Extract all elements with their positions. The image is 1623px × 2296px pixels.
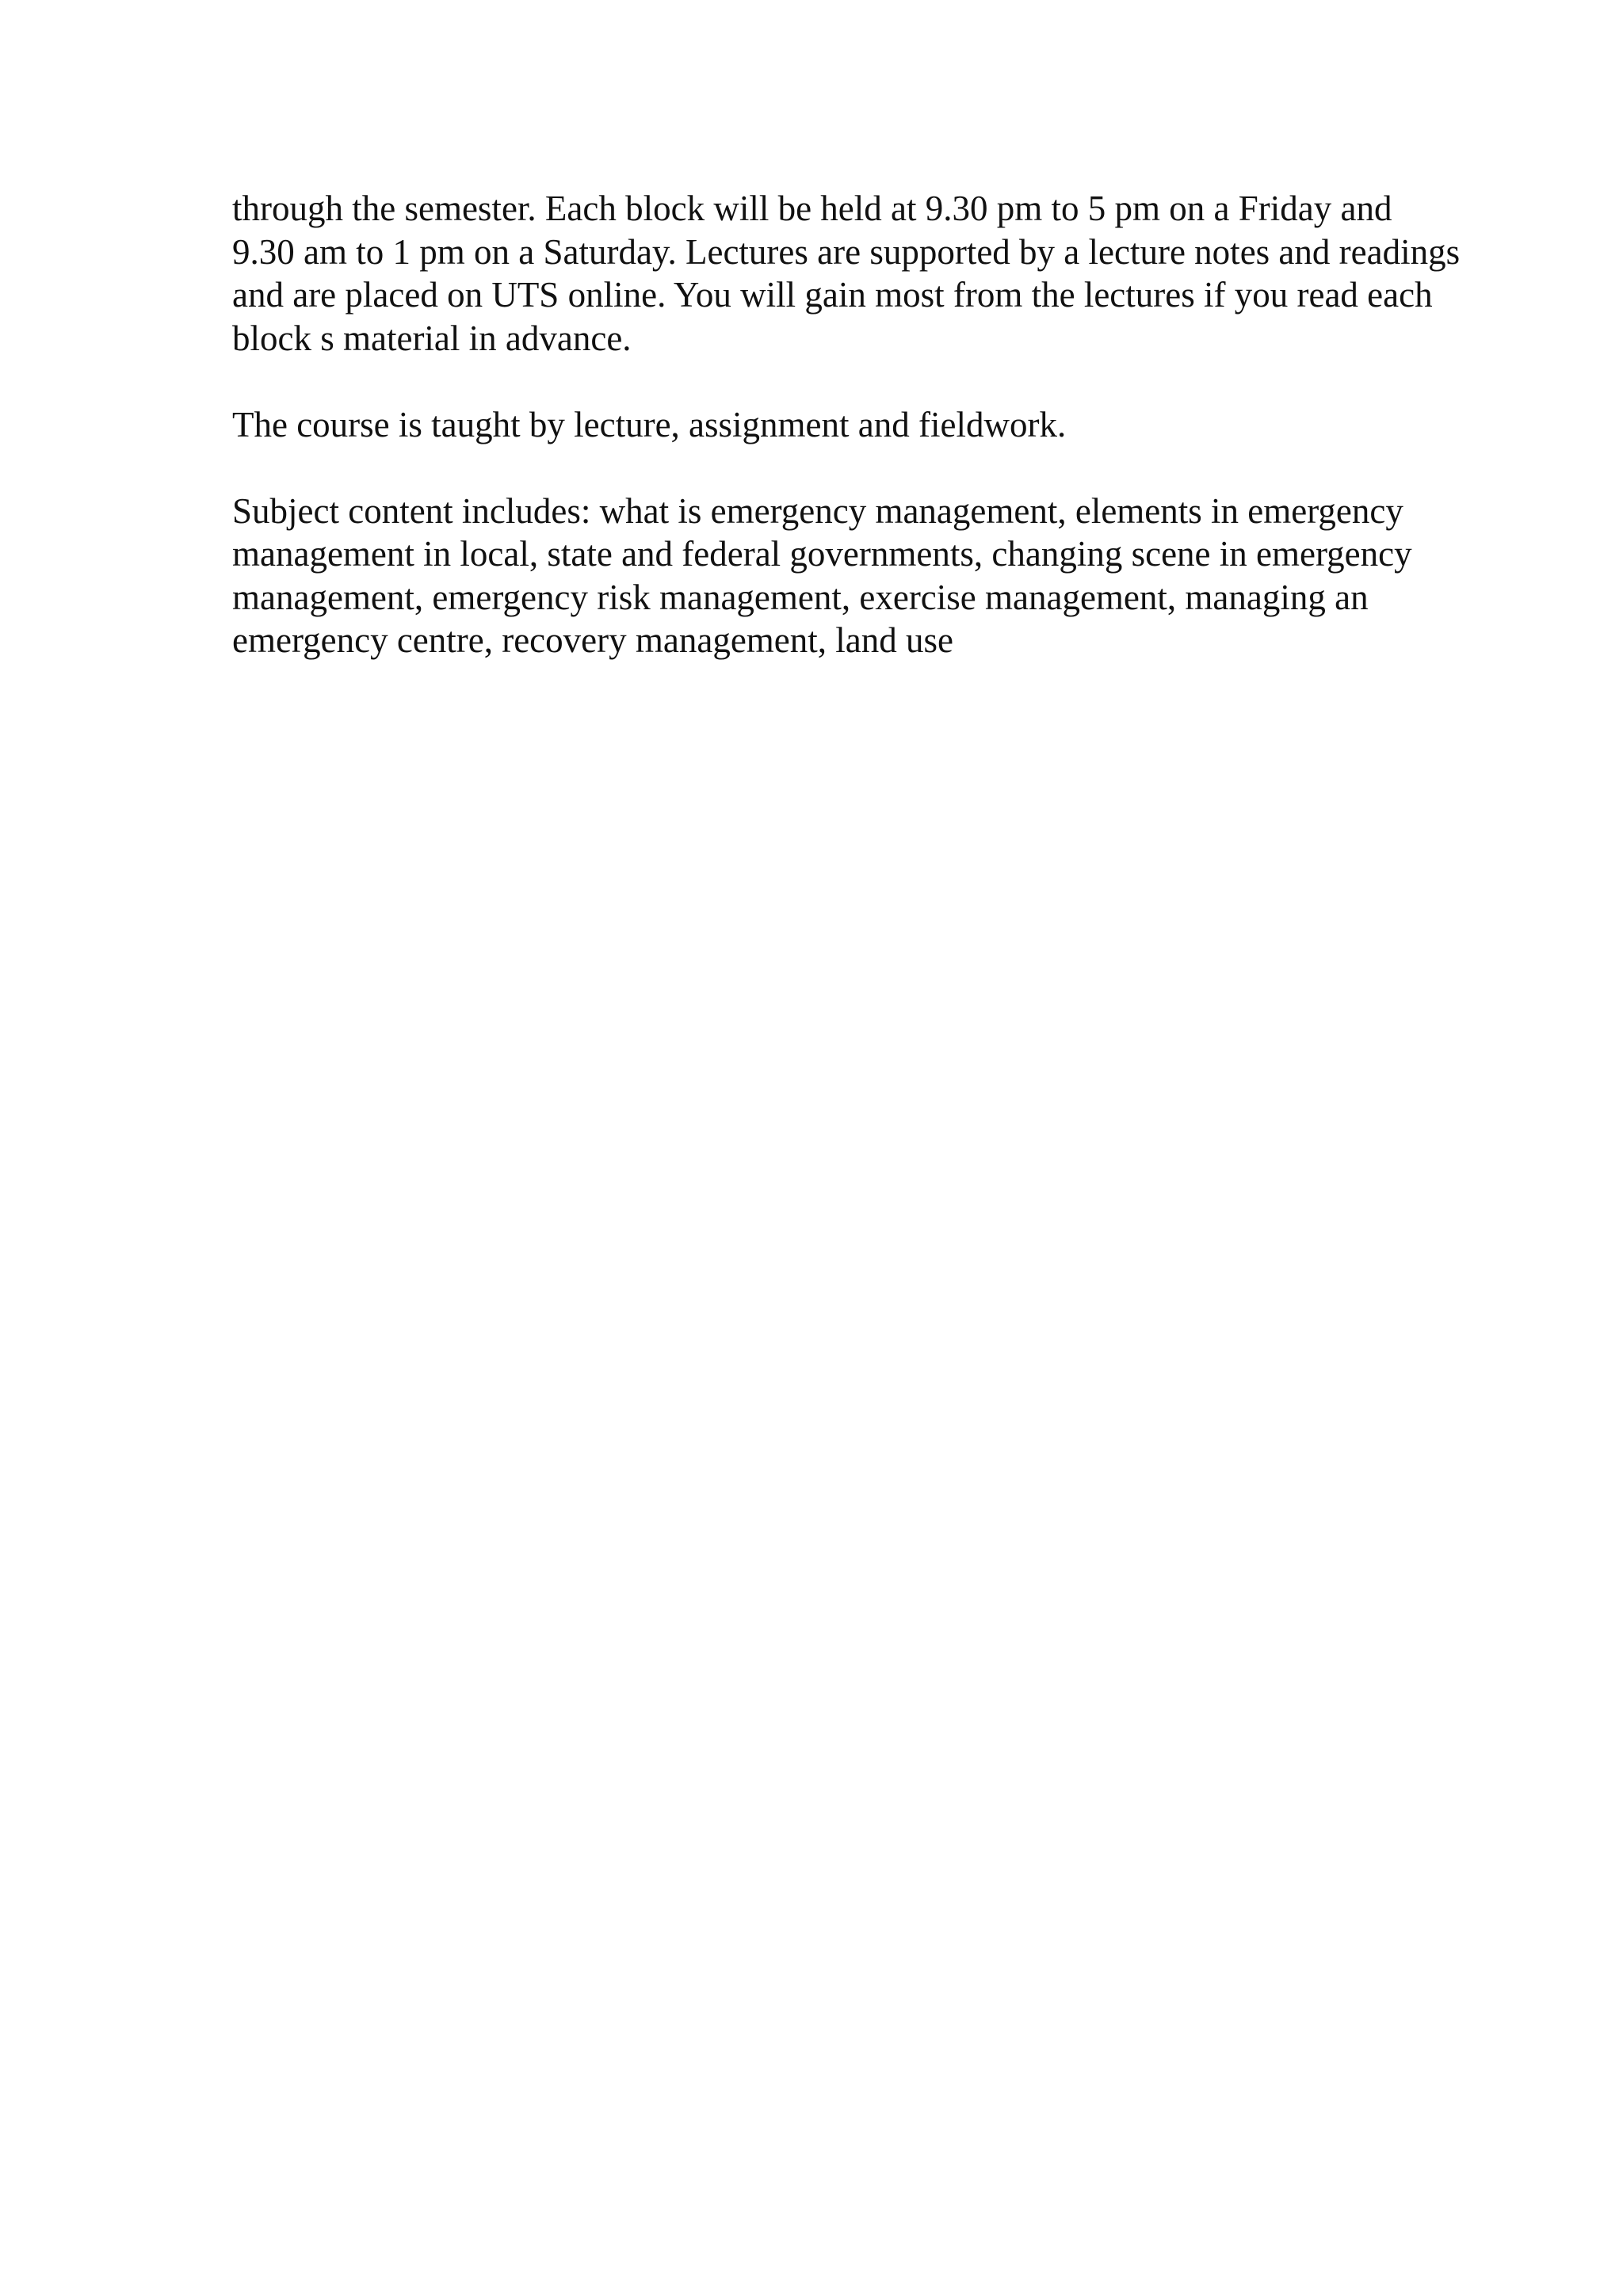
paragraph-subject-content — [232, 490, 1611, 662]
text-line: management in local, state and federal governments, changing scene in emergency — [232, 534, 1412, 574]
text-line: Subject content includes: what is emergency management, elements in emergency — [232, 490, 1403, 531]
text-line: emergency centre, recovery management, land use — [232, 620, 953, 660]
text-line: through the semester. Each block will be held at 9.30 pm to 5 pm on a Friday and — [232, 189, 1392, 228]
paragraph-lecture-schedule — [232, 187, 1611, 360]
text-line: management, emergency risk management, exercise management, managing an — [232, 577, 1369, 617]
paragraph-teaching-method — [232, 403, 1611, 447]
text-line: block s material in advance. — [232, 318, 632, 358]
body-text — [232, 187, 1611, 705]
text-line: and are placed on UTS online. You will gain most from the lectures if you read each — [232, 275, 1433, 315]
text-line: The course is taught by lecture, assignment and fieldwork. — [232, 404, 1067, 444]
text-line: 9.30 am to 1 pm on a Saturday. Lectures are supported by a lecture notes and readings — [232, 231, 1461, 272]
